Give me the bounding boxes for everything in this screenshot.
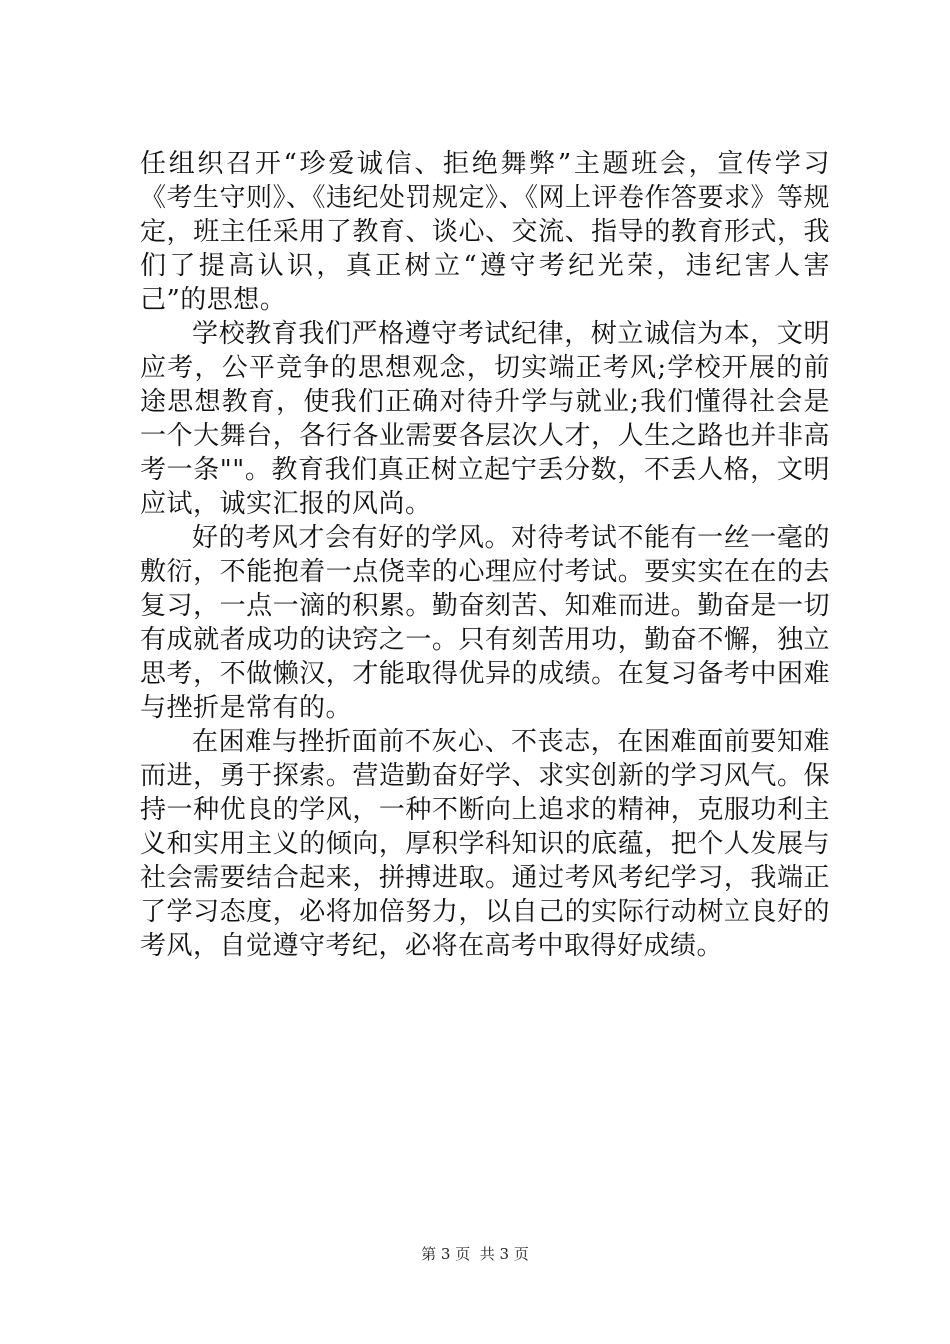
paragraph-continued: 任组织召开“珍爱诚信、拒绝舞弊”主题班会，宣传学习《考生守则》、《违纪处罚规定》、《网上评卷作答要求》等规定，班主任采用了教育、谈心、交流、指导的教育形式，我们了提高认识，真正树立“遵守考纪光荣，违纪害人害己”的思想。	[140, 149, 831, 315]
paragraph-study-style: 好的考风才会有好的学风。对待考试不能有一丝一毫的敷衍，不能抱着一点侥幸的心理应付考试。要实实在在的去复习，一点一滴的积累。勤奋刻苦、知难而进。勤奋是一切有成就者成功的诀窍之一。只有刻苦用功，勤奋不懈，独立思考，不做懒汉，才能取得优异的成绩。在复习备考中困难与挫折是常有的。	[140, 523, 830, 723]
paragraph-conclusion: 在困难与挫折面前不灰心、不丧志，在困难面前要知难而进，勇于探索。营造勤奋好学、求实创新的学习风气。保持一种优良的学风，一种不断向上追求的精神，克服功利主义和实用主义的倾向，厚积学科知识的底蕴，把个人发展与社会需要结合起来，拼搏进取。通过考风考纪学习，我端正了学习态度，必将加倍努力，以自己的实际行动树立良好的考风，自觉遵守考纪，必将在高考中取得好成绩。	[140, 727, 830, 961]
document-body	[140, 147, 830, 963]
page-number-label: 第 3 页 共 3 页	[421, 1245, 529, 1263]
page-footer	[0, 1244, 950, 1264]
paragraph-school-education: 学校教育我们严格遵守考试纪律，树立诚信为本，文明应考，公平竞争的思想观念，切实端正考风;学校开展的前途思想教育，使我们正确对待升学与就业;我们懂得社会是一个大舞台，各行各业需要各层次人才，人生之路也并非高考一条""。教育我们真正树立起宁丢分数，不丢人格，文明应试，诚实汇报的风尚。	[140, 319, 830, 519]
